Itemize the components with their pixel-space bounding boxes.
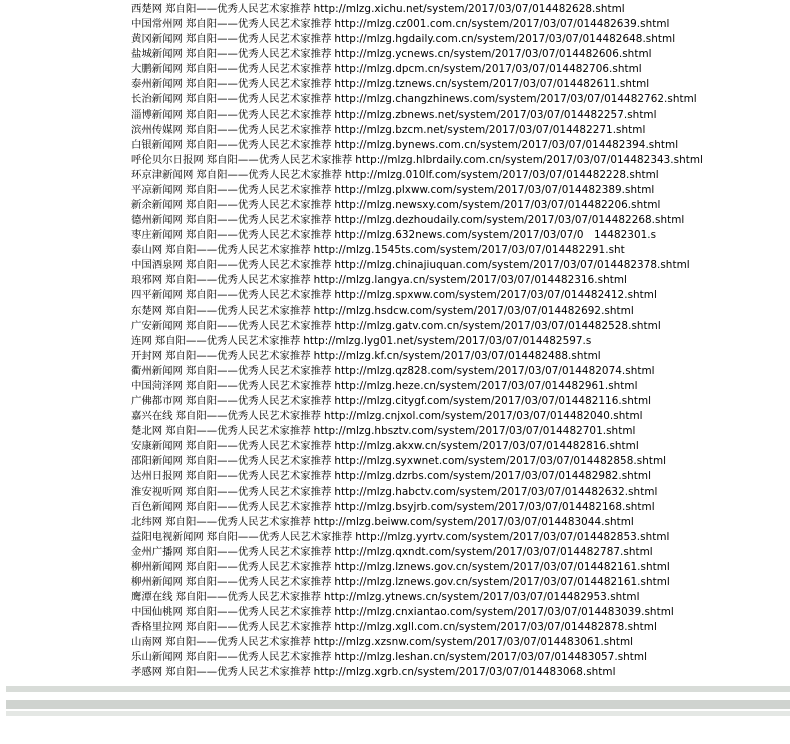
author-name: 郑自阳 bbox=[165, 515, 197, 528]
article-title: ——优秀人民艺术家推荐 bbox=[217, 621, 332, 634]
article-title: ——优秀人民艺术家推荐 bbox=[217, 470, 332, 483]
site-name: 衢州新闻网 bbox=[131, 364, 183, 377]
site-name: 四平新闻网 bbox=[131, 289, 183, 302]
site-name: 枣庄新闻网 bbox=[131, 229, 183, 242]
author-name: 郑自阳 bbox=[206, 530, 238, 543]
site-name: 广安新闻网 bbox=[131, 319, 183, 332]
article-title: ——优秀人民艺术家推荐 bbox=[217, 440, 332, 453]
site-name: 淮安视听网 bbox=[131, 485, 183, 498]
article-url: http://mlzg.dpcm.cn/system/2017/03/07/014482706.shtml bbox=[334, 63, 642, 76]
list-item bbox=[131, 364, 781, 379]
article-url: http://mlzg.010lf.com/system/2017/03/07/014482228.shtml bbox=[344, 168, 659, 181]
article-title: ——优秀人民艺术家推荐 bbox=[217, 123, 332, 136]
list-item bbox=[131, 409, 781, 424]
author-name: 郑自阳 bbox=[165, 244, 197, 257]
list-item bbox=[131, 620, 781, 635]
article-title: ——优秀人民艺术家推荐 bbox=[217, 319, 332, 332]
article-title: ——优秀人民艺术家推荐 bbox=[217, 560, 332, 573]
author-name: 郑自阳 bbox=[185, 123, 218, 136]
author-name: 郑自阳 bbox=[185, 229, 218, 242]
author-name: 郑自阳 bbox=[185, 108, 218, 121]
site-name: 中国常州网 bbox=[131, 18, 183, 31]
article-url: http://mlzg.dezhoudaily.com/system/2017/03/07/014482268.shtml bbox=[334, 214, 685, 227]
list-item bbox=[131, 198, 781, 213]
article-url: http://mlzg.xichu.net/system/2017/03/07/014482628.shtml bbox=[313, 3, 625, 15]
article-url: http://mlzg.akxw.cn/system/2017/03/07/014482816.shtml bbox=[334, 440, 639, 453]
article-title: ——优秀人民艺术家推荐 bbox=[217, 606, 332, 619]
article-url: http://mlzg.cz001.com.cn/system/2017/03/07/014482639.shtml bbox=[334, 18, 670, 31]
article-url: http://mlzg.xgrb.cn/system/2017/03/07/014483068.shtml bbox=[313, 666, 616, 679]
author-name: 郑自阳 bbox=[185, 379, 218, 392]
author-name: 郑自阳 bbox=[185, 560, 218, 573]
article-url: http://mlzg.tznews.cn/system/2017/03/07/014482611.shtml bbox=[334, 78, 650, 91]
article-title: ——优秀人民艺术家推荐 bbox=[196, 244, 311, 257]
article-title: ——优秀人民艺术家推荐 bbox=[217, 485, 332, 498]
list-item bbox=[131, 62, 781, 77]
article-title: ——优秀人民艺术家推荐 bbox=[217, 455, 332, 468]
site-name: 邵阳新闻网 bbox=[131, 455, 183, 468]
site-name: 百色新闻网 bbox=[131, 500, 183, 513]
list-item bbox=[131, 92, 781, 107]
site-name: 黄冈新闻网 bbox=[131, 33, 183, 46]
site-name: 达州日报网 bbox=[131, 470, 183, 483]
article-title: ——优秀人民艺术家推荐 bbox=[217, 545, 332, 558]
author-name: 郑自阳 bbox=[185, 33, 218, 46]
author-name: 郑自阳 bbox=[185, 78, 218, 91]
list-item bbox=[131, 349, 781, 364]
list-item bbox=[131, 454, 781, 469]
article-url: http://mlzg.chinajiuquan.com/system/2017/03/07/014482378.shtml bbox=[334, 259, 690, 272]
list-item bbox=[131, 424, 781, 439]
author-name: 郑自阳 bbox=[185, 183, 218, 196]
list-item bbox=[131, 288, 781, 303]
author-name: 郑自阳 bbox=[185, 364, 218, 377]
site-name: 金州广播网 bbox=[131, 545, 183, 558]
article-title: ——优秀人民艺术家推荐 bbox=[217, 93, 332, 106]
author-name: 郑自阳 bbox=[165, 304, 197, 317]
list-item bbox=[131, 228, 781, 243]
site-name: 香格里拉网 bbox=[131, 621, 183, 634]
list-item bbox=[131, 545, 781, 560]
list-item bbox=[131, 635, 781, 650]
list-item bbox=[131, 515, 781, 530]
list-item bbox=[131, 47, 781, 62]
list-item bbox=[131, 379, 781, 394]
article-url: http://mlzg.hbsztv.com/system/2017/03/07/014482701.shtml bbox=[313, 425, 636, 438]
article-title: ——优秀人民艺术家推荐 bbox=[196, 515, 311, 528]
author-name: 郑自阳 bbox=[165, 425, 197, 438]
article-title: ——优秀人民艺术家推荐 bbox=[217, 289, 332, 302]
site-name: 平凉新闻网 bbox=[131, 183, 183, 196]
site-name: 北纬网 bbox=[131, 515, 163, 528]
article-url: http://mlzg.ycnews.cn/system/2017/03/07/014482606.shtml bbox=[334, 48, 652, 61]
article-url: http://mlzg.langya.cn/system/2017/03/07/014482316.shtml bbox=[313, 274, 627, 287]
author-name: 郑自阳 bbox=[185, 485, 218, 498]
article-url: http://mlzg.xzsnw.com/system/2017/03/07/014483061.shtml bbox=[313, 636, 634, 649]
article-url: http://mlzg.spxww.com/system/2017/03/07/014482412.shtml bbox=[334, 289, 657, 302]
list-item bbox=[131, 213, 781, 228]
article-title: ——优秀人民艺术家推荐 bbox=[217, 48, 332, 61]
site-name: 嘉兴在线 bbox=[131, 410, 173, 423]
article-title: ——优秀人民艺术家推荐 bbox=[217, 364, 332, 377]
author-name: 郑自阳 bbox=[196, 168, 228, 181]
author-name: 郑自阳 bbox=[185, 651, 218, 664]
article-url: http://mlzg.lznews.gov.cn/system/2017/03/07/014482161.shtml bbox=[334, 575, 670, 588]
list-item bbox=[131, 530, 781, 545]
author-name: 郑自阳 bbox=[185, 138, 218, 151]
author-name: 郑自阳 bbox=[185, 395, 218, 408]
site-name: 柳州新闻网 bbox=[131, 575, 183, 588]
article-title: ——优秀人民艺术家推荐 bbox=[227, 168, 342, 181]
list-item bbox=[131, 32, 781, 47]
author-name: 郑自阳 bbox=[165, 349, 197, 362]
article-title: ——优秀人民艺术家推荐 bbox=[217, 63, 332, 76]
site-name: 泰山网 bbox=[131, 244, 163, 257]
author-name: 郑自阳 bbox=[165, 3, 197, 15]
list-item bbox=[131, 575, 781, 590]
list-item bbox=[131, 500, 781, 515]
list-item bbox=[131, 319, 781, 334]
author-name: 郑自阳 bbox=[185, 48, 218, 61]
list-item bbox=[131, 394, 781, 409]
site-name: 西楚网 bbox=[131, 3, 163, 15]
site-name: 乐山新闻网 bbox=[131, 651, 183, 664]
article-url: http://mlzg.syxwnet.com/system/2017/03/07/014482858.shtml bbox=[334, 455, 667, 468]
site-name: 淄博新闻网 bbox=[131, 108, 183, 121]
author-name: 郑自阳 bbox=[185, 621, 218, 634]
author-name: 郑自阳 bbox=[175, 591, 207, 604]
list-item bbox=[131, 590, 781, 605]
article-url: http://mlzg.leshan.cn/system/2017/03/07/014483057.shtml bbox=[334, 651, 648, 664]
author-name: 郑自阳 bbox=[206, 153, 238, 166]
list-item bbox=[131, 168, 781, 183]
article-url: http://mlzg.bzcm.net/system/2017/03/07/014482271.shtml bbox=[334, 123, 646, 136]
site-name: 白银新闻网 bbox=[131, 138, 183, 151]
article-url: http://mlzg.plxww.com/system/2017/03/07/014482389.shtml bbox=[334, 183, 655, 196]
site-name: 孝感网 bbox=[131, 666, 163, 679]
list-item bbox=[131, 17, 781, 32]
list-item bbox=[131, 138, 781, 153]
article-title: ——优秀人民艺术家推荐 bbox=[217, 229, 332, 242]
site-name: 琅邪网 bbox=[131, 274, 163, 287]
article-url: http://mlzg.qz828.com/system/2017/03/07/014482074.shtml bbox=[334, 364, 655, 377]
article-url: http://mlzg.hlbrdaily.com.cn/system/2017/03/07/014482343.shtml bbox=[355, 153, 703, 166]
article-title: ——优秀人民艺术家推荐 bbox=[196, 666, 311, 679]
site-name: 泰州新闻网 bbox=[131, 78, 183, 91]
list-item bbox=[131, 334, 781, 349]
list-item bbox=[131, 123, 781, 138]
author-name: 郑自阳 bbox=[185, 470, 218, 483]
site-name: 中国仙桃网 bbox=[131, 606, 183, 619]
author-name: 郑自阳 bbox=[185, 319, 218, 332]
article-title: ——优秀人民艺术家推荐 bbox=[217, 500, 332, 513]
article-title: ——优秀人民艺术家推荐 bbox=[196, 636, 311, 649]
article-url: http://mlzg.hsdcw.com/system/2017/03/07/014482692.shtml bbox=[313, 304, 634, 317]
article-title: ——优秀人民艺术家推荐 bbox=[217, 395, 332, 408]
author-name: 郑自阳 bbox=[185, 93, 218, 106]
site-name: 大鹏新闻网 bbox=[131, 63, 183, 76]
list-item bbox=[131, 243, 781, 258]
article-url: http://mlzg.zbnews.net/system/2017/03/07/014482257.shtml bbox=[334, 108, 657, 121]
article-url: http://mlzg.citygf.com/system/2017/03/07/014482116.shtml bbox=[334, 395, 652, 408]
author-name: 郑自阳 bbox=[185, 259, 218, 272]
article-url: http://mlzg.gatv.com.cn/system/2017/03/07/014482528.shtml bbox=[334, 319, 661, 332]
article-url: http://mlzg.hgdaily.com.cn/system/2017/03/07/014482648.shtml bbox=[334, 33, 676, 46]
article-title: ——优秀人民艺术家推荐 bbox=[217, 259, 332, 272]
author-name: 郑自阳 bbox=[165, 636, 197, 649]
article-url: http://mlzg.ytnews.cn/system/2017/03/07/014482953.shtml bbox=[324, 591, 640, 604]
article-url: http://mlzg.lyg01.net/system/2017/03/07/014482597.s bbox=[303, 334, 592, 347]
divider-stripe bbox=[6, 700, 790, 709]
divider-stripe bbox=[6, 711, 790, 716]
article-url: http://mlzg.habctv.com/system/2017/03/07/014482632.shtml bbox=[334, 485, 658, 498]
list-item bbox=[131, 108, 781, 123]
article-title: ——优秀人民艺术家推荐 bbox=[237, 153, 353, 166]
article-title: ——优秀人民艺术家推荐 bbox=[196, 349, 311, 362]
list-item bbox=[131, 665, 781, 680]
author-name: 郑自阳 bbox=[165, 666, 197, 679]
author-name: 郑自阳 bbox=[185, 214, 218, 227]
author-name: 郑自阳 bbox=[185, 545, 218, 558]
article-url: http://mlzg.cnxiantao.com/system/2017/03/07/014483039.shtml bbox=[334, 606, 674, 619]
list-item bbox=[131, 273, 781, 288]
article-title: ——优秀人民艺术家推荐 bbox=[237, 530, 353, 543]
author-name: 郑自阳 bbox=[185, 440, 218, 453]
list-item bbox=[131, 77, 781, 92]
list-item bbox=[131, 560, 781, 575]
article-url: http://mlzg.lznews.gov.cn/system/2017/03/07/014482161.shtml bbox=[334, 560, 670, 573]
article-title: ——优秀人民艺术家推荐 bbox=[217, 33, 332, 46]
article-title: ——优秀人民艺术家推荐 bbox=[217, 651, 332, 664]
article-url: http://mlzg.heze.cn/system/2017/03/07/014482961.shtml bbox=[334, 379, 638, 392]
author-name: 郑自阳 bbox=[185, 575, 218, 588]
site-name: 中国酒泉网 bbox=[131, 259, 183, 272]
site-name: 新余新闻网 bbox=[131, 199, 183, 212]
article-url: http://mlzg.yyrtv.com/system/2017/03/07/014482853.shtml bbox=[355, 530, 670, 543]
article-url: http://mlzg.kf.cn/system/2017/03/07/014482488.shtml bbox=[313, 349, 601, 362]
site-name: 安康新闻网 bbox=[131, 440, 183, 453]
author-name: 郑自阳 bbox=[165, 274, 197, 287]
list-item bbox=[131, 650, 781, 665]
list-item bbox=[131, 469, 781, 484]
site-name: 长治新闻网 bbox=[131, 93, 183, 106]
article-url: http://mlzg.changzhinews.com/system/2017/03/07/014482762.shtml bbox=[334, 93, 697, 106]
site-name: 德州新闻网 bbox=[131, 214, 183, 227]
site-name: 滨州传媒网 bbox=[131, 123, 183, 136]
site-name: 东楚网 bbox=[131, 304, 163, 317]
site-name: 山南网 bbox=[131, 636, 163, 649]
article-url: http://mlzg.bynews.com.cn/system/2017/03/07/014482394.shtml bbox=[334, 138, 679, 151]
author-name: 郑自阳 bbox=[185, 18, 218, 31]
site-name: 盐城新闻网 bbox=[131, 48, 183, 61]
article-title: ——优秀人民艺术家推荐 bbox=[206, 410, 322, 423]
site-name: 连网 bbox=[131, 334, 152, 347]
list-item bbox=[131, 605, 781, 620]
list-item bbox=[131, 2, 781, 17]
article-title: ——优秀人民艺术家推荐 bbox=[217, 18, 332, 31]
article-title: ——优秀人民艺术家推荐 bbox=[217, 199, 332, 212]
site-name: 呼伦贝尔日报网 bbox=[131, 153, 204, 166]
list-item bbox=[131, 153, 781, 168]
author-name: 郑自阳 bbox=[185, 63, 218, 76]
list-item bbox=[131, 439, 781, 454]
article-title: ——优秀人民艺术家推荐 bbox=[217, 379, 332, 392]
divider-stripe bbox=[6, 686, 790, 692]
article-title: ——优秀人民艺术家推荐 bbox=[217, 138, 332, 151]
article-title: ——优秀人民艺术家推荐 bbox=[185, 334, 301, 347]
article-url: http://mlzg.632news.com/system/2017/03/07/0 14482301.s bbox=[334, 229, 657, 242]
site-name: 鹰潭在线 bbox=[131, 591, 173, 604]
site-name: 开封网 bbox=[131, 349, 163, 362]
site-name: 环京津新闻网 bbox=[131, 168, 194, 181]
news-site-list bbox=[131, 2, 781, 681]
article-title: ——优秀人民艺术家推荐 bbox=[196, 3, 311, 15]
article-url: http://mlzg.xgll.com.cn/system/2017/03/07/014482878.shtml bbox=[334, 621, 657, 634]
author-name: 郑自阳 bbox=[185, 606, 218, 619]
site-name: 广佛都市网 bbox=[131, 395, 183, 408]
list-item bbox=[131, 258, 781, 273]
list-item bbox=[131, 485, 781, 500]
site-name: 中国菏泽网 bbox=[131, 379, 183, 392]
author-name: 郑自阳 bbox=[185, 199, 218, 212]
bottom-divider-band bbox=[0, 686, 790, 716]
site-name: 柳州新闻网 bbox=[131, 560, 183, 573]
author-name: 郑自阳 bbox=[185, 455, 218, 468]
article-title: ——优秀人民艺术家推荐 bbox=[206, 591, 322, 604]
author-name: 郑自阳 bbox=[185, 289, 218, 302]
author-name: 郑自阳 bbox=[175, 410, 207, 423]
article-url: http://mlzg.qxndt.com/system/2017/03/07/014482787.shtml bbox=[334, 545, 653, 558]
article-url: http://mlzg.1545ts.com/system/2017/03/07/014482291.sht bbox=[313, 244, 625, 257]
article-url: http://mlzg.cnjxol.com/system/2017/03/07/014482040.shtml bbox=[324, 410, 643, 423]
article-title: ——优秀人民艺术家推荐 bbox=[196, 425, 311, 438]
site-name: 楚北网 bbox=[131, 425, 163, 438]
article-title: ——优秀人民艺术家推荐 bbox=[217, 575, 332, 588]
article-url: http://mlzg.beiww.com/system/2017/03/07/014483044.shtml bbox=[313, 515, 634, 528]
author-name: 郑自阳 bbox=[185, 500, 218, 513]
list-item bbox=[131, 304, 781, 319]
author-name: 郑自阳 bbox=[154, 334, 186, 347]
article-url: http://mlzg.dzrbs.com/system/2017/03/07/014482982.shtml bbox=[334, 470, 652, 483]
list-item bbox=[131, 183, 781, 198]
article-title: ——优秀人民艺术家推荐 bbox=[217, 183, 332, 196]
article-title: ——优秀人民艺术家推荐 bbox=[217, 108, 332, 121]
site-name: 益阳电视新闻网 bbox=[131, 530, 204, 543]
article-title: ——优秀人民艺术家推荐 bbox=[196, 274, 311, 287]
article-title: ——优秀人民艺术家推荐 bbox=[196, 304, 311, 317]
article-url: http://mlzg.bsyjrb.com/system/2017/03/07/014482168.shtml bbox=[334, 500, 655, 513]
article-title: ——优秀人民艺术家推荐 bbox=[217, 78, 332, 91]
article-title: ——优秀人民艺术家推荐 bbox=[217, 214, 332, 227]
article-url: http://mlzg.newsxy.com/system/2017/03/07/014482206.shtml bbox=[334, 199, 661, 212]
